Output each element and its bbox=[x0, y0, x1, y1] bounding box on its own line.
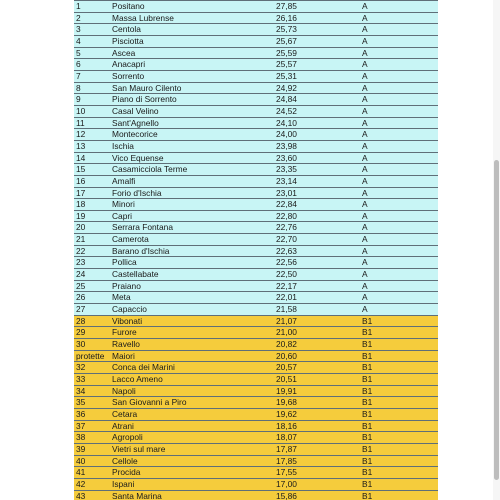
score-cell: 19,68 bbox=[274, 397, 362, 409]
table-row bbox=[74, 210, 438, 222]
score-cell: 21,58 bbox=[274, 304, 362, 316]
score-cell: 25,59 bbox=[274, 47, 362, 59]
table-row bbox=[74, 59, 438, 71]
score-cell: 24,00 bbox=[274, 129, 362, 141]
class-cell: A bbox=[362, 105, 438, 117]
class-cell: A bbox=[362, 35, 438, 47]
table-row bbox=[74, 350, 438, 362]
score-cell: 15,86 bbox=[274, 490, 362, 500]
rank-cell: 25 bbox=[74, 280, 106, 292]
table-row bbox=[74, 374, 438, 386]
town-cell: Ispani bbox=[106, 478, 274, 490]
town-cell: Casamicciola Terme bbox=[106, 164, 274, 176]
table-row bbox=[74, 385, 438, 397]
score-cell: 23,60 bbox=[274, 152, 362, 164]
town-cell: Conca dei Marini bbox=[106, 362, 274, 374]
town-cell: Vibonati bbox=[106, 315, 274, 327]
town-cell: Pollica bbox=[106, 257, 274, 269]
rank-cell: 33 bbox=[74, 374, 106, 386]
rank-cell: 4 bbox=[74, 35, 106, 47]
class-cell: B1 bbox=[362, 374, 438, 386]
town-cell: Montecorice bbox=[106, 129, 274, 141]
score-cell: 23,01 bbox=[274, 187, 362, 199]
rank-cell: 24 bbox=[74, 269, 106, 281]
class-cell: B1 bbox=[362, 478, 438, 490]
table-row bbox=[74, 164, 438, 176]
rank-cell: 28 bbox=[74, 315, 106, 327]
class-cell: B1 bbox=[362, 397, 438, 409]
score-cell: 17,55 bbox=[274, 467, 362, 479]
table-row bbox=[74, 467, 438, 479]
table-row bbox=[74, 187, 438, 199]
class-cell: B1 bbox=[362, 315, 438, 327]
town-cell: Agropoli bbox=[106, 432, 274, 444]
table-row bbox=[74, 152, 438, 164]
rank-cell: 21 bbox=[74, 234, 106, 246]
town-cell: Forio d'Ischia bbox=[106, 187, 274, 199]
town-cell: Procida bbox=[106, 467, 274, 479]
scrollbar-thumb[interactable] bbox=[494, 160, 499, 480]
town-cell: Barano d'Ischia bbox=[106, 245, 274, 257]
score-cell: 20,57 bbox=[274, 362, 362, 374]
class-cell: B1 bbox=[362, 385, 438, 397]
town-cell: Ravello bbox=[106, 339, 274, 351]
rank-cell: protette bbox=[76, 350, 105, 361]
town-cell: Vico Equense bbox=[106, 152, 274, 164]
table-row bbox=[74, 35, 438, 47]
score-cell: 25,73 bbox=[274, 24, 362, 36]
score-cell: 20,51 bbox=[274, 374, 362, 386]
score-cell: 26,16 bbox=[274, 12, 362, 24]
table-row bbox=[74, 304, 438, 316]
table-row bbox=[74, 105, 438, 117]
town-cell: Positano bbox=[106, 1, 274, 13]
score-cell: 22,84 bbox=[274, 199, 362, 211]
class-cell: A bbox=[362, 82, 438, 94]
table-row bbox=[74, 1, 438, 13]
rank-cell: 5 bbox=[74, 47, 106, 59]
rank-cell: 10 bbox=[74, 105, 106, 117]
rank-cell: 43 bbox=[74, 490, 106, 500]
class-cell: A bbox=[362, 210, 438, 222]
class-cell: A bbox=[362, 70, 438, 82]
table-row bbox=[74, 490, 438, 500]
rank-cell: 26 bbox=[74, 292, 106, 304]
score-cell: 25,67 bbox=[274, 35, 362, 47]
score-cell: 17,87 bbox=[274, 443, 362, 455]
rank-cell: 1 bbox=[74, 1, 106, 13]
table-row bbox=[74, 257, 438, 269]
score-cell: 22,17 bbox=[274, 280, 362, 292]
rank-cell: 41 bbox=[74, 467, 106, 479]
table-row bbox=[74, 478, 438, 490]
class-cell: B1 bbox=[362, 350, 438, 362]
class-cell: A bbox=[362, 222, 438, 234]
score-cell: 24,84 bbox=[274, 94, 362, 106]
score-cell: 20,60 bbox=[274, 350, 362, 362]
class-cell: A bbox=[362, 175, 438, 187]
town-cell: Cellole bbox=[106, 455, 274, 467]
rank-cell: 39 bbox=[74, 443, 106, 455]
town-cell: Lacco Ameno bbox=[106, 374, 274, 386]
class-cell: A bbox=[362, 1, 438, 13]
table-row bbox=[74, 70, 438, 82]
class-cell: A bbox=[362, 94, 438, 106]
table-row bbox=[74, 129, 438, 141]
town-cell: Ascea bbox=[106, 47, 274, 59]
class-cell: B1 bbox=[362, 420, 438, 432]
rank-cell: 38 bbox=[74, 432, 106, 444]
class-cell: A bbox=[362, 187, 438, 199]
rank-cell: 32 bbox=[74, 362, 106, 374]
table-row bbox=[74, 94, 438, 106]
town-cell: Pisciotta bbox=[106, 35, 274, 47]
rank-cell: 36 bbox=[74, 408, 106, 420]
table-row bbox=[74, 280, 438, 292]
score-cell: 23,35 bbox=[274, 164, 362, 176]
score-cell: 22,01 bbox=[274, 292, 362, 304]
town-cell: Furore bbox=[106, 327, 274, 339]
town-cell: Santa Marina bbox=[106, 490, 274, 500]
class-cell: A bbox=[362, 24, 438, 36]
town-cell: Serrara Fontana bbox=[106, 222, 274, 234]
table-row bbox=[74, 222, 438, 234]
rank-cell: 2 bbox=[74, 12, 106, 24]
class-cell: A bbox=[362, 199, 438, 211]
table-body bbox=[74, 0, 438, 500]
table-row bbox=[74, 12, 438, 24]
town-cell: Sant'Agnello bbox=[106, 117, 274, 129]
rank-cell: 42 bbox=[74, 478, 106, 490]
town-cell: Castellabate bbox=[106, 269, 274, 281]
rank-cell: 29 bbox=[74, 327, 106, 339]
table-row bbox=[74, 315, 438, 327]
score-cell: 23,14 bbox=[274, 175, 362, 187]
class-cell: B1 bbox=[362, 490, 438, 500]
class-cell: A bbox=[362, 164, 438, 176]
score-cell: 22,56 bbox=[274, 257, 362, 269]
table-row bbox=[74, 432, 438, 444]
table-row bbox=[74, 339, 438, 351]
score-cell: 21,07 bbox=[274, 315, 362, 327]
table-row bbox=[74, 234, 438, 246]
class-cell: A bbox=[362, 304, 438, 316]
town-cell: San Mauro Cilento bbox=[106, 82, 274, 94]
class-cell: A bbox=[362, 59, 438, 71]
score-cell: 19,62 bbox=[274, 408, 362, 420]
town-cell: Minori bbox=[106, 199, 274, 211]
score-cell: 18,16 bbox=[274, 420, 362, 432]
table-row bbox=[74, 140, 438, 152]
rank-cell: 18 bbox=[74, 199, 106, 211]
rank-cell: 14 bbox=[74, 152, 106, 164]
score-cell: 22,76 bbox=[274, 222, 362, 234]
town-cell: Capaccio bbox=[106, 304, 274, 316]
score-cell: 24,92 bbox=[274, 82, 362, 94]
table-row bbox=[74, 117, 438, 129]
rank-cell: 3 bbox=[74, 24, 106, 36]
rank-cell: 8 bbox=[74, 82, 106, 94]
town-cell: San Giovanni a Piro bbox=[106, 397, 274, 409]
class-cell: A bbox=[362, 257, 438, 269]
class-cell: B1 bbox=[362, 362, 438, 374]
score-cell: 22,50 bbox=[274, 269, 362, 281]
rank-cell: 40 bbox=[74, 455, 106, 467]
table-row bbox=[74, 443, 438, 455]
score-cell: 25,31 bbox=[274, 70, 362, 82]
rank-cell: 15 bbox=[74, 164, 106, 176]
score-cell: 17,00 bbox=[274, 478, 362, 490]
table-row bbox=[74, 175, 438, 187]
town-cell: Ischia bbox=[106, 140, 274, 152]
town-cell: Amalfi bbox=[106, 175, 274, 187]
score-cell: 24,10 bbox=[274, 117, 362, 129]
score-cell: 25,57 bbox=[274, 59, 362, 71]
table-row bbox=[74, 269, 438, 281]
class-cell: A bbox=[362, 292, 438, 304]
town-cell: Anacapri bbox=[106, 59, 274, 71]
town-cell: Napoli bbox=[106, 385, 274, 397]
class-cell: A bbox=[362, 245, 438, 257]
table-row bbox=[74, 420, 438, 432]
rank-cell: 27 bbox=[74, 304, 106, 316]
table-row bbox=[74, 408, 438, 420]
score-cell: 21,00 bbox=[274, 327, 362, 339]
class-cell: B1 bbox=[362, 467, 438, 479]
rank-cell: 7 bbox=[74, 70, 106, 82]
class-cell: A bbox=[362, 234, 438, 246]
table-row bbox=[74, 292, 438, 304]
rank-cell: 20 bbox=[74, 222, 106, 234]
score-cell: 23,98 bbox=[274, 140, 362, 152]
table-row bbox=[74, 397, 438, 409]
rank-cell: 35 bbox=[74, 397, 106, 409]
class-cell: B1 bbox=[362, 327, 438, 339]
score-cell: 22,70 bbox=[274, 234, 362, 246]
class-cell: A bbox=[362, 152, 438, 164]
table-row bbox=[74, 82, 438, 94]
table-row bbox=[74, 362, 438, 374]
class-cell: B1 bbox=[362, 339, 438, 351]
town-cell: Sorrento bbox=[106, 70, 274, 82]
rank-cell: 23 bbox=[74, 257, 106, 269]
class-cell: A bbox=[362, 12, 438, 24]
score-cell: 18,07 bbox=[274, 432, 362, 444]
table-row bbox=[74, 47, 438, 59]
rank-cell: 19 bbox=[74, 210, 106, 222]
town-cell: Massa Lubrense bbox=[106, 12, 274, 24]
table-row bbox=[74, 24, 438, 36]
class-cell: B1 bbox=[362, 443, 438, 455]
rank-cell: 34 bbox=[74, 385, 106, 397]
class-cell: A bbox=[362, 129, 438, 141]
class-cell: A bbox=[362, 269, 438, 281]
score-cell: 27,85 bbox=[274, 1, 362, 13]
score-cell: 22,63 bbox=[274, 245, 362, 257]
town-cell: Meta bbox=[106, 292, 274, 304]
score-cell: 20,82 bbox=[274, 339, 362, 351]
scrollbar-track[interactable] bbox=[493, 0, 500, 500]
town-cell: Atrani bbox=[106, 420, 274, 432]
ranking-table bbox=[74, 0, 438, 500]
town-cell: Maiori bbox=[106, 350, 274, 362]
rank-cell: 30 bbox=[74, 339, 106, 351]
rank-cell: 16 bbox=[74, 175, 106, 187]
rank-cell: 11 bbox=[74, 117, 106, 129]
town-cell: Cetara bbox=[106, 408, 274, 420]
table-row bbox=[74, 245, 438, 257]
score-cell: 17,85 bbox=[274, 455, 362, 467]
rank-cell: 37 bbox=[74, 420, 106, 432]
town-cell: Piano di Sorrento bbox=[106, 94, 274, 106]
town-cell: Vietri sul mare bbox=[106, 443, 274, 455]
table-row bbox=[74, 199, 438, 211]
town-cell: Capri bbox=[106, 210, 274, 222]
class-cell: A bbox=[362, 117, 438, 129]
town-cell: Casal Velino bbox=[106, 105, 274, 117]
class-cell: B1 bbox=[362, 408, 438, 420]
town-cell: Centola bbox=[106, 24, 274, 36]
document-page bbox=[74, 0, 428, 500]
rank-cell: 22 bbox=[74, 245, 106, 257]
score-cell: 22,80 bbox=[274, 210, 362, 222]
table-row bbox=[74, 327, 438, 339]
rank-cell: 12 bbox=[74, 129, 106, 141]
class-cell: B1 bbox=[362, 432, 438, 444]
class-cell: A bbox=[362, 47, 438, 59]
class-cell: B1 bbox=[362, 455, 438, 467]
rank-cell: 13 bbox=[74, 140, 106, 152]
rank-cell: 6 bbox=[74, 59, 106, 71]
class-cell: A bbox=[362, 140, 438, 152]
rank-cell: 17 bbox=[74, 187, 106, 199]
town-cell: Camerota bbox=[106, 234, 274, 246]
class-cell: A bbox=[362, 280, 438, 292]
table-row bbox=[74, 455, 438, 467]
score-cell: 24,52 bbox=[274, 105, 362, 117]
town-cell: Praiano bbox=[106, 280, 274, 292]
rank-cell: 9 bbox=[74, 94, 106, 106]
score-cell: 19,91 bbox=[274, 385, 362, 397]
